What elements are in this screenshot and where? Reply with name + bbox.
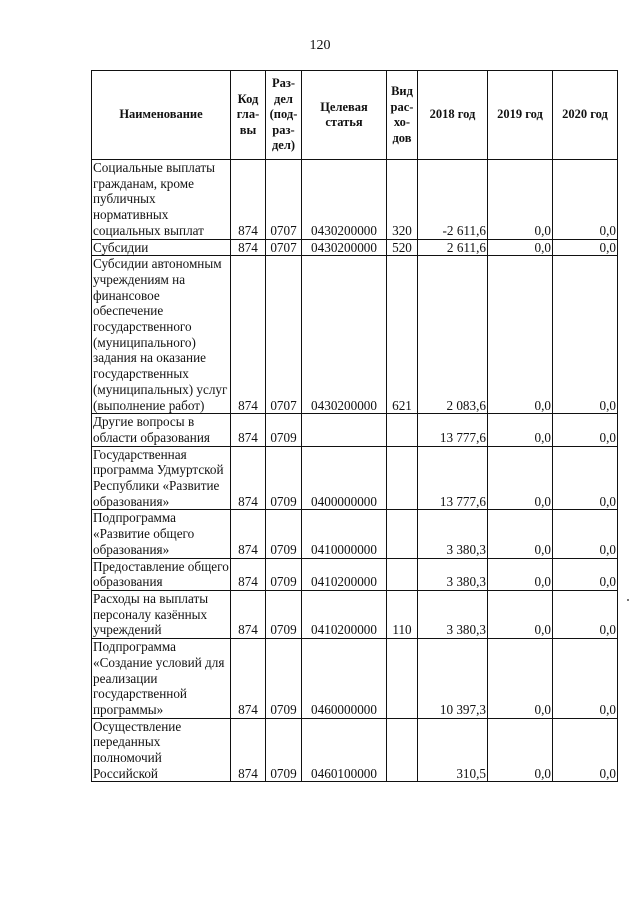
header-target-article: Целевая статья	[302, 71, 387, 160]
row-article: 0430200000	[302, 256, 387, 414]
row-2020: 0,0	[553, 639, 618, 719]
row-2019: 0,0	[488, 639, 553, 719]
page-number: 120	[309, 38, 331, 53]
row-chapter: 874	[231, 718, 266, 782]
row-2018: -2 611,6	[418, 160, 488, 240]
row-2018: 2 611,6	[418, 239, 488, 256]
row-chapter: 874	[231, 160, 266, 240]
row-type	[387, 718, 418, 782]
row-2020: 0,0	[553, 446, 618, 510]
row-2018: 310,5	[418, 718, 488, 782]
row-chapter: 874	[231, 639, 266, 719]
row-2019: 0,0	[488, 718, 553, 782]
row-2019: 0,0	[488, 446, 553, 510]
row-section: 0707	[266, 239, 302, 256]
row-2020: 0,0	[553, 160, 618, 240]
row-article	[302, 414, 387, 446]
row-section: 0709	[266, 558, 302, 590]
row-2018: 3 380,3	[418, 558, 488, 590]
row-2020: 0,0	[553, 718, 618, 782]
row-2020: 0,0	[553, 256, 618, 414]
row-article: 0430200000	[302, 239, 387, 256]
table-row	[92, 558, 618, 590]
row-name: Подпрограмма «Создание условий для реализации государственной программы»	[92, 639, 231, 719]
row-article: 0410200000	[302, 590, 387, 638]
row-2019: 0,0	[488, 558, 553, 590]
row-2018: 3 380,3	[418, 590, 488, 638]
row-2018: 2 083,6	[418, 256, 488, 414]
row-type	[387, 639, 418, 719]
budget-table	[91, 70, 618, 782]
row-article: 0400000000	[302, 446, 387, 510]
row-name: Подпрограмма «Развитие общего образования»	[92, 510, 231, 558]
row-2019: 0,0	[488, 590, 553, 638]
row-name: Расходы на выплаты персоналу казённых учреждений	[92, 590, 231, 638]
table-row	[92, 414, 618, 446]
table-row	[92, 446, 618, 510]
row-type	[387, 510, 418, 558]
row-type: 110	[387, 590, 418, 638]
row-2018: 13 777,6	[418, 414, 488, 446]
row-2020: 0,0	[553, 510, 618, 558]
row-type: 320	[387, 160, 418, 240]
row-chapter: 874	[231, 239, 266, 256]
table-row	[92, 256, 618, 414]
row-chapter: 874	[231, 510, 266, 558]
row-section: 0709	[266, 639, 302, 719]
row-article: 0460000000	[302, 639, 387, 719]
row-2019: 0,0	[488, 239, 553, 256]
row-name: Предоставление общего образования	[93, 558, 229, 590]
row-name: Субсидии	[92, 239, 231, 256]
row-section: 0709	[266, 414, 302, 446]
row-2020: 0,0	[553, 239, 618, 256]
row-2020: 0,0	[553, 414, 618, 446]
row-name: Государственная программа Удмуртской Республики «Развитие образования»	[92, 446, 231, 510]
table-row	[92, 160, 618, 240]
row-2020: 0,0	[553, 558, 618, 590]
table-header-row	[92, 71, 618, 160]
table-row	[92, 590, 618, 638]
row-section: 0709	[266, 510, 302, 558]
row-2020: 0,0	[553, 590, 618, 638]
row-type: 520	[387, 239, 418, 256]
header-name: Наименование	[92, 71, 231, 160]
row-type: 621	[387, 256, 418, 414]
row-2019: 0,0	[488, 510, 553, 558]
row-article: 0460100000	[302, 718, 387, 782]
row-2019: 0,0	[488, 160, 553, 240]
row-chapter: 874	[231, 590, 266, 638]
row-article: 0410200000	[302, 558, 387, 590]
row-section: 0707	[266, 256, 302, 414]
row-type	[387, 414, 418, 446]
row-name: Социальные выплаты гражданам, кроме публичных нормативных социальных выплат	[92, 160, 231, 240]
row-2019: 0,0	[488, 256, 553, 414]
header-2018: 2018 год	[418, 71, 488, 160]
row-section: 0709	[266, 718, 302, 782]
row-type	[387, 558, 418, 590]
row-2018: 3 380,3	[418, 510, 488, 558]
row-chapter: 874	[231, 414, 266, 446]
row-article: 0430200000	[302, 160, 387, 240]
row-2019: 0,0	[488, 414, 553, 446]
row-chapter: 874	[231, 558, 266, 590]
table-row	[92, 639, 618, 719]
row-section: 0709	[266, 590, 302, 638]
header-expense-type: Вид рас-хо-дов	[387, 71, 418, 160]
header-chapter-code: Код гла-вы	[231, 71, 266, 160]
table-row	[92, 718, 618, 782]
header-2020: 2020 год	[553, 71, 618, 160]
table-row	[92, 510, 618, 558]
row-section: 0709	[266, 446, 302, 510]
row-type	[387, 446, 418, 510]
row-2018: 13 777,6	[418, 446, 488, 510]
row-name: Субсидии автономным учреждениям на финансовое обеспечение государственного (муниципального) задания на оказание государственных (муниципальных) услуг (выполнение работ)	[92, 256, 231, 414]
header-2019: 2019 год	[488, 71, 553, 160]
row-chapter: 874	[231, 256, 266, 414]
header-section: Раз-дел (под-раз-дел)	[266, 71, 302, 160]
scan-speck	[627, 599, 629, 601]
row-chapter: 874	[231, 446, 266, 510]
row-2018: 10 397,3	[418, 639, 488, 719]
row-name: Осуществление переданных полномочий Российской	[92, 718, 231, 782]
row-name: Другие вопросы в области образования	[92, 414, 231, 446]
table-row	[92, 239, 618, 256]
row-article: 0410000000	[302, 510, 387, 558]
row-section: 0707	[266, 160, 302, 240]
